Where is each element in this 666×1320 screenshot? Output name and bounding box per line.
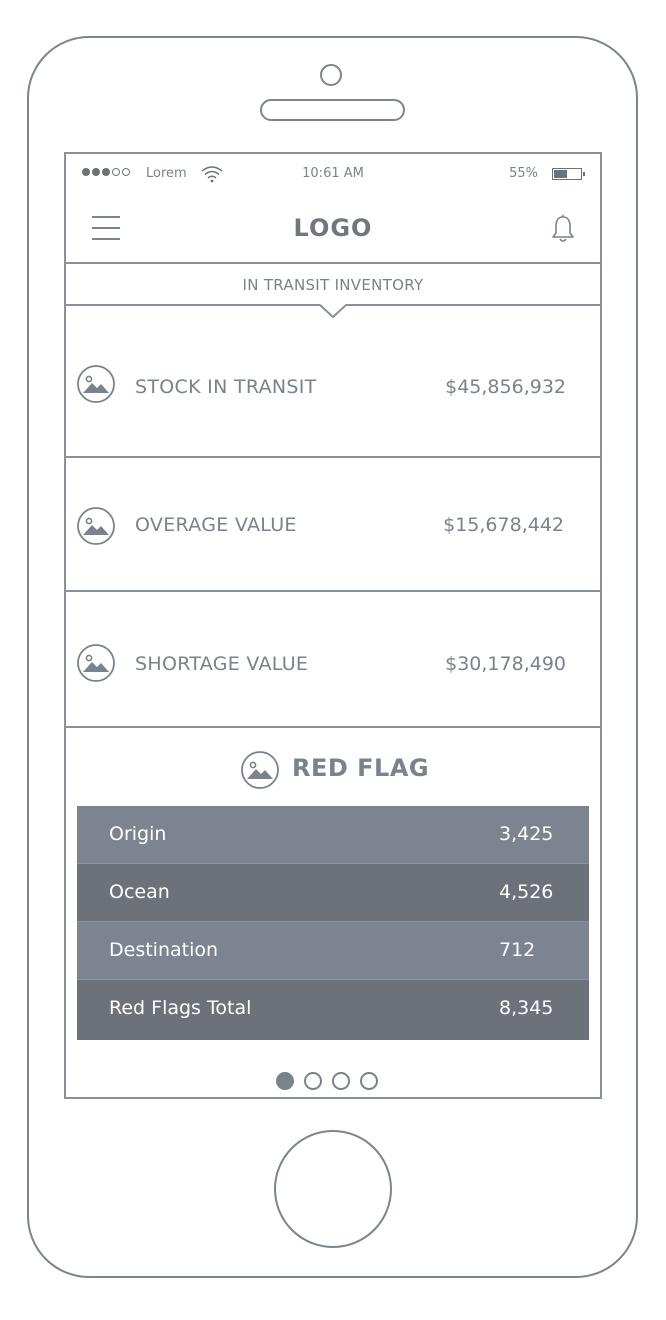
camera-icon bbox=[320, 64, 342, 86]
battery-nub bbox=[583, 172, 585, 176]
metric-value: $15,678,442 bbox=[443, 514, 564, 536]
app-logo[interactable]: LOGO bbox=[293, 214, 373, 242]
page-dot-2[interactable] bbox=[304, 1072, 322, 1090]
row-label: Ocean bbox=[109, 881, 170, 903]
battery-icon bbox=[552, 168, 582, 180]
row-value: 4,526 bbox=[499, 881, 554, 903]
table-row[interactable] bbox=[77, 806, 589, 864]
page-indicator bbox=[276, 1072, 378, 1090]
metric-label: SHORTAGE VALUE bbox=[135, 653, 309, 675]
row-value: 8,345 bbox=[499, 997, 554, 1019]
clock-time: 10:61 AM bbox=[302, 166, 364, 181]
app-screen bbox=[64, 152, 602, 1099]
image-icon bbox=[76, 506, 116, 546]
image-icon bbox=[76, 643, 116, 683]
metric-label: STOCK IN TRANSIT bbox=[135, 376, 317, 398]
image-icon bbox=[76, 364, 116, 404]
row-label: Origin bbox=[109, 823, 167, 845]
app-header bbox=[66, 198, 600, 264]
metric-overage-value[interactable] bbox=[66, 458, 600, 592]
row-label: Destination bbox=[109, 939, 219, 961]
metric-value: $30,178,490 bbox=[445, 653, 566, 675]
battery-percent: 55% bbox=[509, 166, 538, 181]
bell-icon[interactable] bbox=[550, 214, 576, 244]
carrier-name: Lorem bbox=[146, 166, 187, 181]
row-value: 3,425 bbox=[499, 823, 554, 845]
page-dot-1[interactable] bbox=[276, 1072, 294, 1090]
page-dot-4[interactable] bbox=[360, 1072, 378, 1090]
table-row[interactable] bbox=[77, 922, 589, 980]
section-title: IN TRANSIT INVENTORY bbox=[66, 264, 600, 306]
home-button[interactable] bbox=[274, 1130, 392, 1248]
metric-stock-in-transit[interactable] bbox=[66, 306, 600, 458]
metric-shortage-value[interactable] bbox=[66, 592, 600, 728]
battery-fill bbox=[554, 170, 567, 178]
table-row[interactable] bbox=[77, 980, 589, 1040]
red-flag-table bbox=[77, 806, 589, 1040]
metric-label: OVERAGE VALUE bbox=[135, 514, 297, 536]
red-flag-title: RED FLAG bbox=[292, 754, 430, 782]
table-row[interactable] bbox=[77, 864, 589, 922]
metric-value: $45,856,932 bbox=[445, 376, 566, 398]
page-dot-3[interactable] bbox=[332, 1072, 350, 1090]
speaker-grille bbox=[260, 99, 405, 121]
status-bar bbox=[66, 154, 600, 198]
red-flag-header bbox=[66, 748, 600, 788]
row-value: 712 bbox=[499, 939, 536, 961]
row-label: Red Flags Total bbox=[109, 997, 252, 1019]
image-icon bbox=[240, 750, 280, 790]
